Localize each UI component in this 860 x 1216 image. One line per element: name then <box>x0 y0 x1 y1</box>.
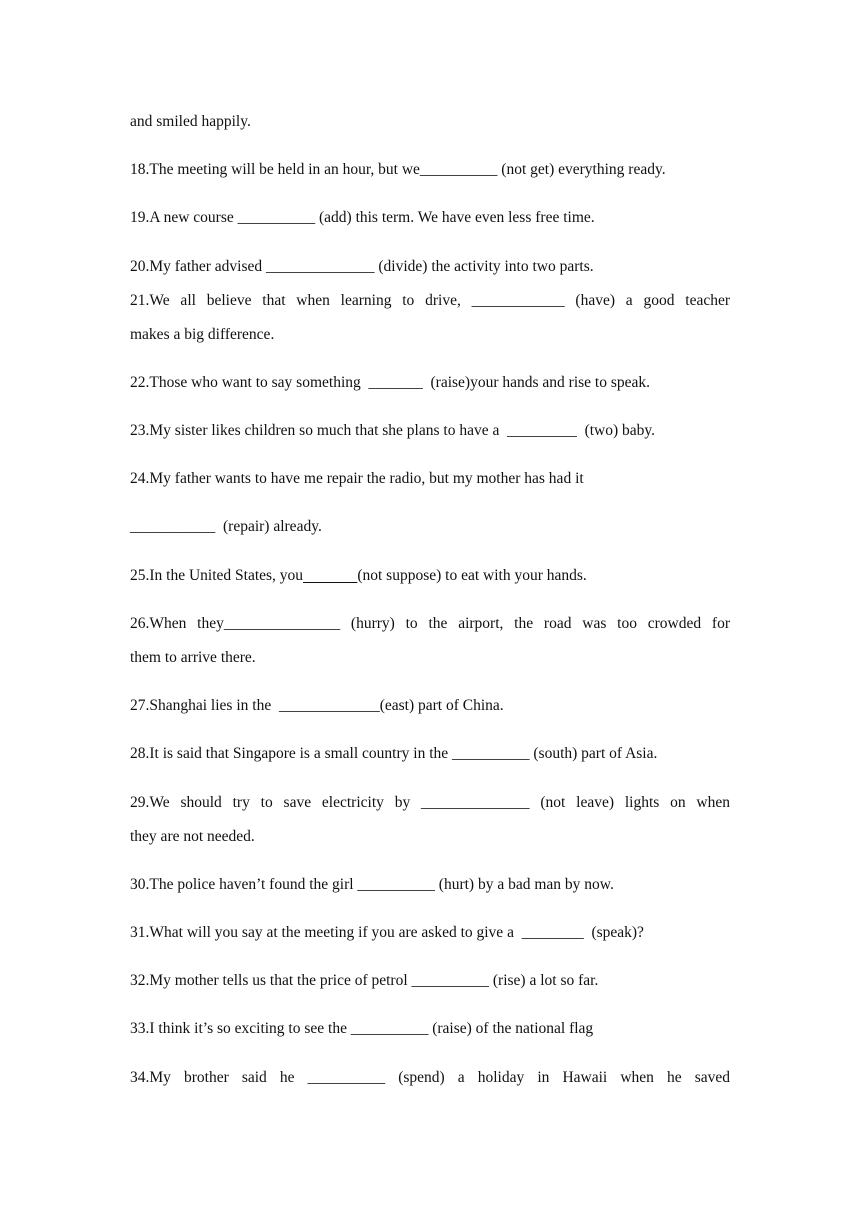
question-21-line-1: 21.We all believe that when learning to drive, ____________ (have) a good teacher <box>130 292 730 309</box>
question-25-prefix: 25.In the United States, you <box>130 567 304 584</box>
question-33: 33.I think it’s so exciting to see the __________ (raise) of the national flag <box>130 1020 594 1037</box>
question-20: 20.My father advised ______________ (divide) the activity into two parts. <box>130 258 594 275</box>
question-31: 31.What will you say at the meeting if you are asked to give a ________ (speak)? <box>130 924 644 941</box>
question-30: 30.The police haven’t found the girl __________ (hurt) by a bad man by now. <box>130 876 614 893</box>
question-26-line-2: them to arrive there. <box>130 649 256 666</box>
question-24-line-2: ___________ (repair) already. <box>130 518 322 535</box>
question-18: 18.The meeting will be held in an hour, but we__________ (not get) everything ready. <box>130 161 666 178</box>
question-26-line-1: 26.When they_______________ (hurry) to the airport, the road was too crowded for <box>130 615 730 632</box>
question-32: 32.My mother tells us that the price of petrol __________ (rise) a lot so far. <box>130 972 599 989</box>
question-23: 23.My sister likes children so much that she plans to have a _________ (two) baby. <box>130 422 656 439</box>
question-29-line-2: they are not needed. <box>130 828 255 845</box>
question-24-line-1: 24.My father wants to have me repair the radio, but my mother has had it <box>130 470 584 487</box>
question-25-blank <box>303 567 357 584</box>
question-27: 27.Shanghai lies in the _____________(east) part of China. <box>130 697 504 714</box>
question-22: 22.Those who want to say something _______ (raise)your hands and rise to speak. <box>130 374 651 391</box>
question-17-continuation: and smiled happily. <box>130 113 251 130</box>
question-21-line-2: makes a big difference. <box>130 326 275 343</box>
question-29-line-1: 29.We should try to save electricity by ______________ (not leave) lights on when <box>130 794 730 811</box>
question-19: 19.A new course __________ (add) this term. We have even less free time. <box>130 209 595 226</box>
question-25-suffix: (not suppose) to eat with your hands. <box>357 567 587 584</box>
question-34-line-1: 34.My brother said he __________ (spend) a holiday in Hawaii when he saved <box>130 1069 730 1086</box>
question-25 <box>130 566 587 586</box>
question-28: 28.It is said that Singapore is a small country in the __________ (south) part of Asia. <box>130 745 658 762</box>
